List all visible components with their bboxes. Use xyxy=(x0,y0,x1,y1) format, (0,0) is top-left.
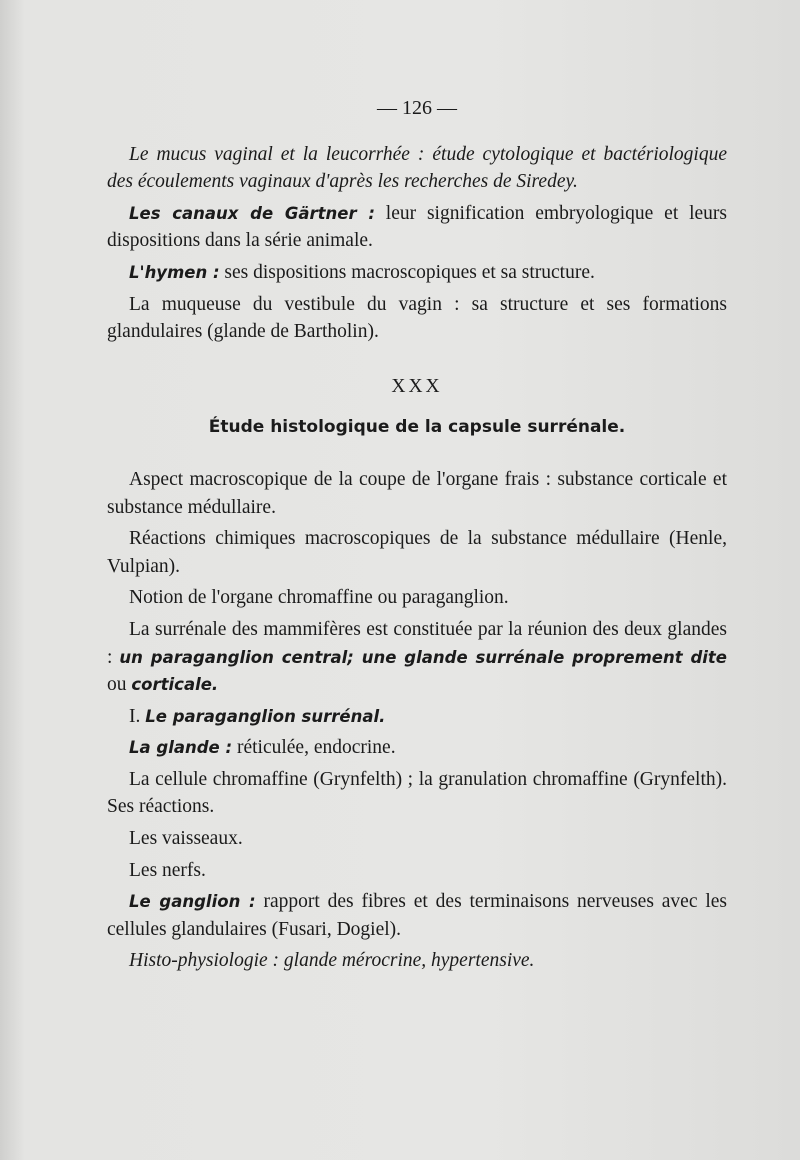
paragraph-histo-physiologie xyxy=(107,947,727,975)
paragraph-ganglion xyxy=(107,888,727,943)
section-number: XXX xyxy=(391,375,443,397)
paragraph-cellule: La cellule chromaffine (Grynfelth) ; la granulation chromaffine (Grynfelth). Ses réactions. xyxy=(107,768,727,818)
paragraph-surrenale xyxy=(107,616,727,699)
surrenale-text-a: La surrénale des mammifères est constituée par la réunion des deux glandes : xyxy=(107,618,727,668)
ganglion-text: rapport des fibres et des terminaisons nerveuses avec les cellules glandulaires (Fusari, Dogiel). xyxy=(107,891,727,940)
page-number: — 126 — xyxy=(377,97,457,119)
mucus-vaginal-text: Le mucus vaginal et la leucorrhée : étude cytologique et bactériologique des écoulements vaginaux d'après les recherches de Siredey. xyxy=(107,143,727,193)
section-title: Étude histologique de la capsule surrénale. xyxy=(208,417,626,438)
paragraph-reactions: Réactions chimiques macroscopiques de la substance médullaire (Henle, Vulpian). xyxy=(107,528,727,577)
hymen-label: L'hymen : xyxy=(129,262,220,282)
hymen-text: ses dispositions macroscopiques et sa structure. xyxy=(219,261,595,283)
glande-text: réticulée, endocrine. xyxy=(232,737,396,759)
canaux-gartner-text: leur signification embryologique et leurs dispositions dans la série animale. xyxy=(107,202,727,252)
paragraph-vaisseaux: Les vaisseaux. xyxy=(129,828,243,850)
paragraph-aspect: Aspect macroscopique de la coupe de l'organe frais : substance corticale et substance médullaire. xyxy=(107,468,727,518)
subsection-number: I. xyxy=(129,705,146,727)
paragraph-hymen xyxy=(107,259,727,287)
paraganglion-label: Le paraganglion surrénal. xyxy=(145,706,386,726)
surrenale-corticale: corticale. xyxy=(131,675,219,695)
surrenale-text-ou: ou xyxy=(107,674,132,696)
paragraph-paraganglion-heading xyxy=(107,703,727,731)
canaux-gartner-label: Les canaux de Gärtner : xyxy=(129,203,375,223)
paragraph-vestibule: La muqueuse du vestibule du vagin : sa structure et ses formations glandulaires (glande de Bartholin). xyxy=(107,293,727,343)
glande-label: La glande : xyxy=(129,738,233,758)
paragraph-mucus-vaginal xyxy=(107,141,727,196)
paragraph-notion: Notion de l'organe chromaffine ou paraganglion. xyxy=(129,587,509,609)
histo-physiologie-text: glande mérocrine, hypertensive. xyxy=(279,950,535,972)
paragraph-nerfs: Les nerfs. xyxy=(129,859,206,881)
ganglion-label: Le ganglion : xyxy=(129,892,256,912)
paragraph-glande xyxy=(107,734,727,762)
page-text xyxy=(107,95,727,975)
histo-physiologie-label: Histo-physiologie : xyxy=(129,950,280,972)
surrenale-emphasis: un paraganglion central; une glande surrénale proprement dite xyxy=(119,647,727,667)
paragraph-canaux-gartner xyxy=(107,200,727,255)
